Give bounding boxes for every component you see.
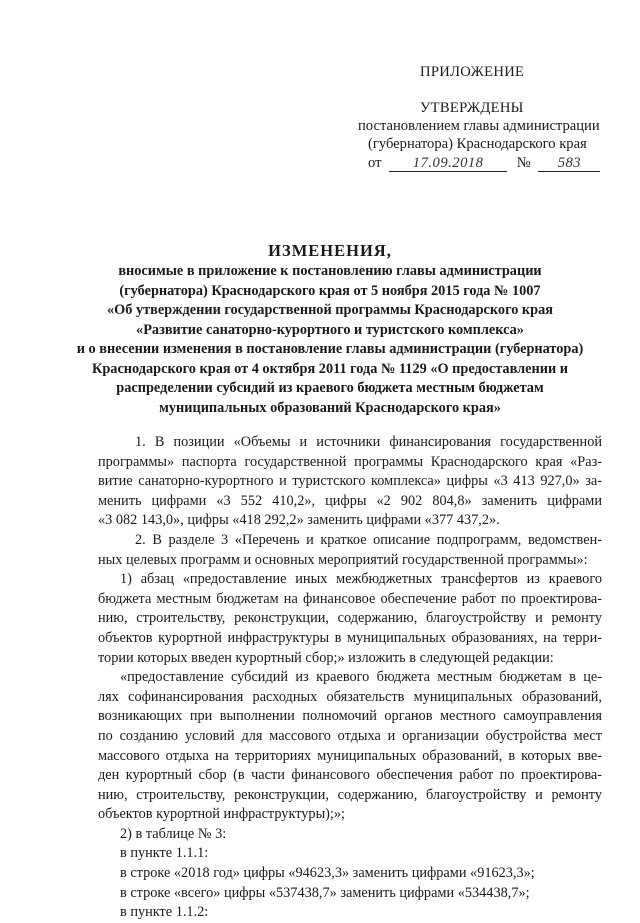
body-line: лях софинансирования расходных обязательств муниципальных образований,: [98, 688, 602, 705]
approval-line-1: постановлением главы администрации: [358, 118, 600, 134]
body-line: 1) абзац «предоставление иных межбюджетных трансфертов из краевого: [120, 571, 602, 588]
document-title: [60, 240, 600, 418]
title-line: муниципальных образований Краснодарского края»: [159, 399, 501, 416]
number-sign: №: [516, 155, 531, 171]
body-line: менить цифрами «3 552 410,2», цифры «2 902 804,8» заменить цифрами: [98, 492, 602, 509]
body-line: по созданию условий для массового отдыха и организации обустройства мест: [98, 727, 602, 744]
title-line: (губернатора) Краснодарского края от 5 ноября 2015 года № 1007: [119, 282, 541, 299]
body-line: ных целевых программ и основных мероприятий государственной программы»:: [98, 551, 588, 568]
paragraph-4: [98, 668, 602, 825]
body-line: тории которых введен курортный сбор;» изложить в следующей редакции:: [98, 649, 554, 666]
date-value: 17.09.2018: [389, 155, 507, 172]
body-line: витие санаторно-курортного и туристского комплекса» цифры «3 413 927,0» за-: [98, 473, 602, 490]
list-item: в строке «всего» цифры «537438,7» заменить цифрами «534438,7»;: [120, 884, 530, 901]
body-line: возникающих при выполнении полномочий органов местного самоуправления: [98, 708, 602, 725]
body-line: «3 082 143,0», цифры «418 292,2» заменить цифрами «377 437,2».: [98, 512, 500, 529]
title-line: «Об утверждении государственной программы Краснодарского края: [106, 302, 554, 318]
list-item: в пункте 1.1.1:: [120, 845, 209, 862]
document-body: [98, 433, 602, 923]
body-line: бюджета местным бюджетам на финансовое обеспечение работ по проектирова-: [98, 590, 602, 607]
approval-date-line: [368, 154, 600, 173]
body-line: «предоставление субсидий из краевого бюджета местным бюджетам в це-: [120, 669, 602, 686]
title-line: Краснодарского края от 4 октября 2011 года № 1129 «О предоставлении и: [91, 360, 569, 377]
body-line: нию, строительству, реконструкции, содержанию, благоустройству и ремонту: [98, 786, 602, 803]
list-item: 2) в таблице № 3:: [120, 825, 227, 842]
body-line: нию, строительству, реконструкции, содержанию, благоустройству и ремонту: [98, 610, 602, 627]
title-line: «Развитие санаторно-курортного и туристского комплекса»: [136, 321, 524, 338]
title-line: распределении субсидий из краевого бюджета местным бюджетам: [116, 380, 544, 396]
paragraph-2: [98, 531, 602, 570]
body-line: программы» паспорта государственной программы Краснодарского края «Раз-: [98, 453, 602, 470]
approval-line-2: (губернатора) Краснодарского края: [368, 136, 587, 152]
approved-label: УТВЕРЖДЕНЫ: [420, 100, 524, 116]
body-line: ден курортный сбор (в части финансового обеспечения работ по проектирова-: [98, 767, 602, 784]
appendix-label: ПРИЛОЖЕНИЕ: [420, 64, 525, 80]
paragraph-3: [98, 570, 602, 668]
title-main: ИЗМЕНЕНИЯ,: [268, 241, 392, 260]
body-line: массового отдыха на территориях муниципальных образований, в которых вве-: [98, 747, 602, 764]
paragraph-1: [98, 433, 602, 531]
list-item: в пункте 1.1.2:: [120, 904, 209, 921]
body-line: объектов курортной инфраструктуры);»;: [98, 806, 346, 823]
title-line: и о внесении изменения в постановление главы администрации (губернатора): [76, 341, 584, 357]
number-value: 583: [538, 155, 600, 172]
body-line: 1. В позиции «Объемы и источники финансирования государственной: [135, 434, 602, 450]
list-item: в строке «2018 год» цифры «94623,3» заменить цифрами «91623,3»;: [120, 865, 535, 882]
date-prefix: от: [368, 155, 382, 171]
body-line: 2. В разделе 3 «Перечень и краткое описание подпрограмм, ведомствен-: [135, 531, 602, 548]
body-line: объектов курортной инфраструктуры в муниципальных образованиях, на терри-: [98, 629, 602, 646]
title-line: вносимые в приложение к постановлению главы администрации: [118, 263, 542, 279]
